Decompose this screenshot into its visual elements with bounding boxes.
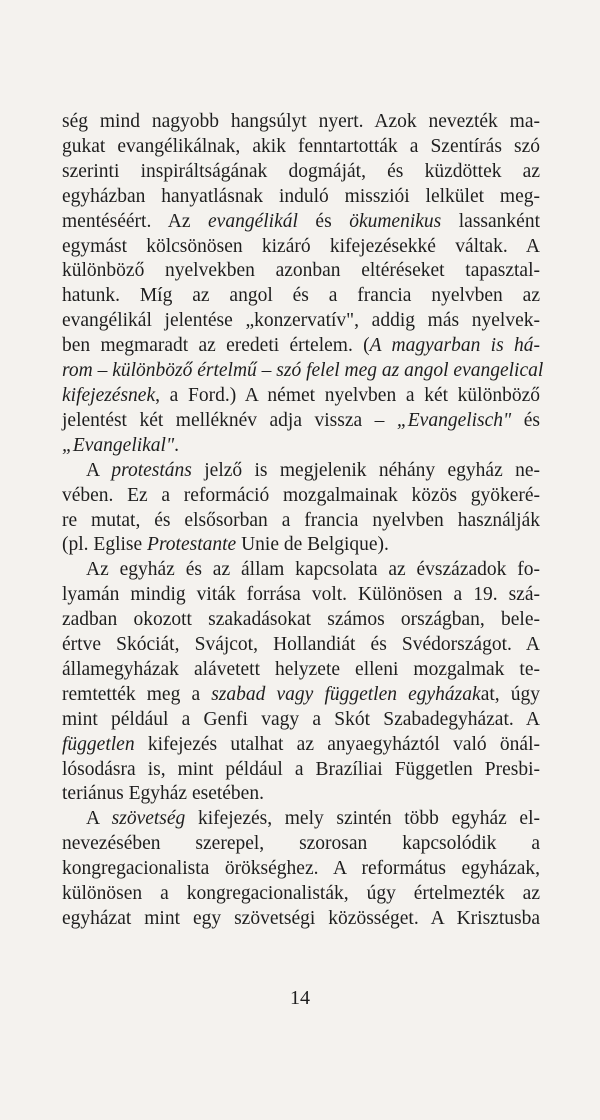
text-line: jelentést két melléknév adja vissza – „Evangelisch" és: [62, 409, 540, 431]
italic-term: protestáns: [111, 459, 192, 481]
italic-term: „Evangelisch": [396, 409, 512, 431]
text-line: A protestáns jelző is megjelenik néhány egyház ne-: [86, 459, 540, 481]
text-line: egymást kölcsönösen kizáró kifejezésekké váltak. A: [62, 235, 540, 257]
text-line: szerinti inspiráltságának dogmáját, és küzdöttek az: [62, 160, 540, 182]
text-line: [62, 359, 544, 384]
text-line: gukat evangélikálnak, akik fenntartották a Szentírás szó: [62, 135, 540, 157]
text-line: kongregacionalista örökséghez. A református egyházak,: [62, 858, 540, 880]
text-line: vében. Ez a reformáció mozgalmainak közös gyökeré-: [62, 484, 540, 506]
text-line: lyamán mindig viták forrása volt. Különösen a 19. szá-: [62, 584, 540, 606]
paragraph: [62, 558, 540, 807]
text-line: (pl. Eglise Protestante Unie de Belgique).: [62, 534, 389, 556]
body-text: [62, 110, 544, 932]
paragraph: [62, 807, 540, 932]
text-line: „Evangelikal".: [62, 434, 180, 456]
text-line: különösen a kongregacionalisták, úgy értelmezték az: [62, 883, 540, 905]
text-line: re mutat, és elsősorban a francia nyelvben használják: [62, 509, 540, 531]
italic-term: ökumenikus: [349, 210, 442, 232]
text-line: mint például a Genfi vagy a Skót Szabadegyházat. A: [62, 708, 540, 730]
italic-term: független: [62, 733, 135, 755]
italic-term: Protestante: [147, 534, 237, 556]
italic-term: A magyarban is há-: [369, 335, 540, 357]
text-line: evangélikál jelentése „konzervatív", addig más nyelvek-: [62, 310, 540, 332]
text-line: remtették meg a szabad vagy független egyházakat, úgy: [62, 683, 541, 705]
italic-term: rom – különböző értelmű – szó felel meg az angol evangelical: [62, 360, 544, 382]
text-line: értve Skóciát, Svájcot, Hollandiát és Svédországot. A: [62, 634, 540, 656]
text-line: egyházat mint egy szövetségi közösséget. A Krisztusba: [62, 908, 540, 929]
page-number: 14: [290, 987, 310, 1009]
text-line: nevezésében szerepel, szorosan kapcsolódik a: [62, 833, 540, 855]
text-line: egyházban hanyatlásnak induló missziói lelkület meg-: [62, 185, 540, 207]
text-line: Az egyház és az állam kapcsolata az évszázadok fo-: [86, 559, 540, 581]
text-line: lósodásra is, mint például a Brazíliai Független Presbi-: [62, 758, 540, 780]
paragraph: [62, 110, 544, 459]
text-line: zadban okozott szakadásokat számos országban, bele-: [62, 609, 540, 631]
text-line: ség mind nagyobb hangsúlyt nyert. Azok nevezték ma-: [62, 111, 540, 132]
italic-term: „Evangelikal": [62, 434, 175, 456]
text-line: államegyházak alávetett helyzete elleni mozgalmak te-: [62, 658, 540, 680]
paragraph: [62, 459, 540, 559]
italic-term: szövetség: [111, 808, 186, 830]
text-line: hatunk. Míg az angol és a francia nyelvben az: [62, 285, 540, 307]
text-line: független kifejezés utalhat az anyaegyháztól való önál-: [62, 733, 540, 755]
italic-term: evangélikál: [208, 210, 298, 232]
text-line: A szövetség kifejezés, mely szintén több egyház el-: [86, 808, 540, 830]
text-line: különböző nyelvekben azonban eltéréseket tapasztal-: [62, 260, 540, 282]
text-line: kifejezésnek, a Ford.) A német nyelvben a két különböző: [62, 384, 540, 406]
italic-term: kifejezésnek: [62, 384, 156, 406]
italic-term: szabad vagy független egyházak: [211, 683, 481, 705]
text-line: teriánus Egyház esetében.: [62, 783, 264, 805]
text-line: mentéséért. Az evangélikál és ökumenikus lassanként: [62, 210, 540, 232]
text-line: ben megmaradt az eredeti értelem. (A magyarban is há-: [62, 335, 540, 357]
